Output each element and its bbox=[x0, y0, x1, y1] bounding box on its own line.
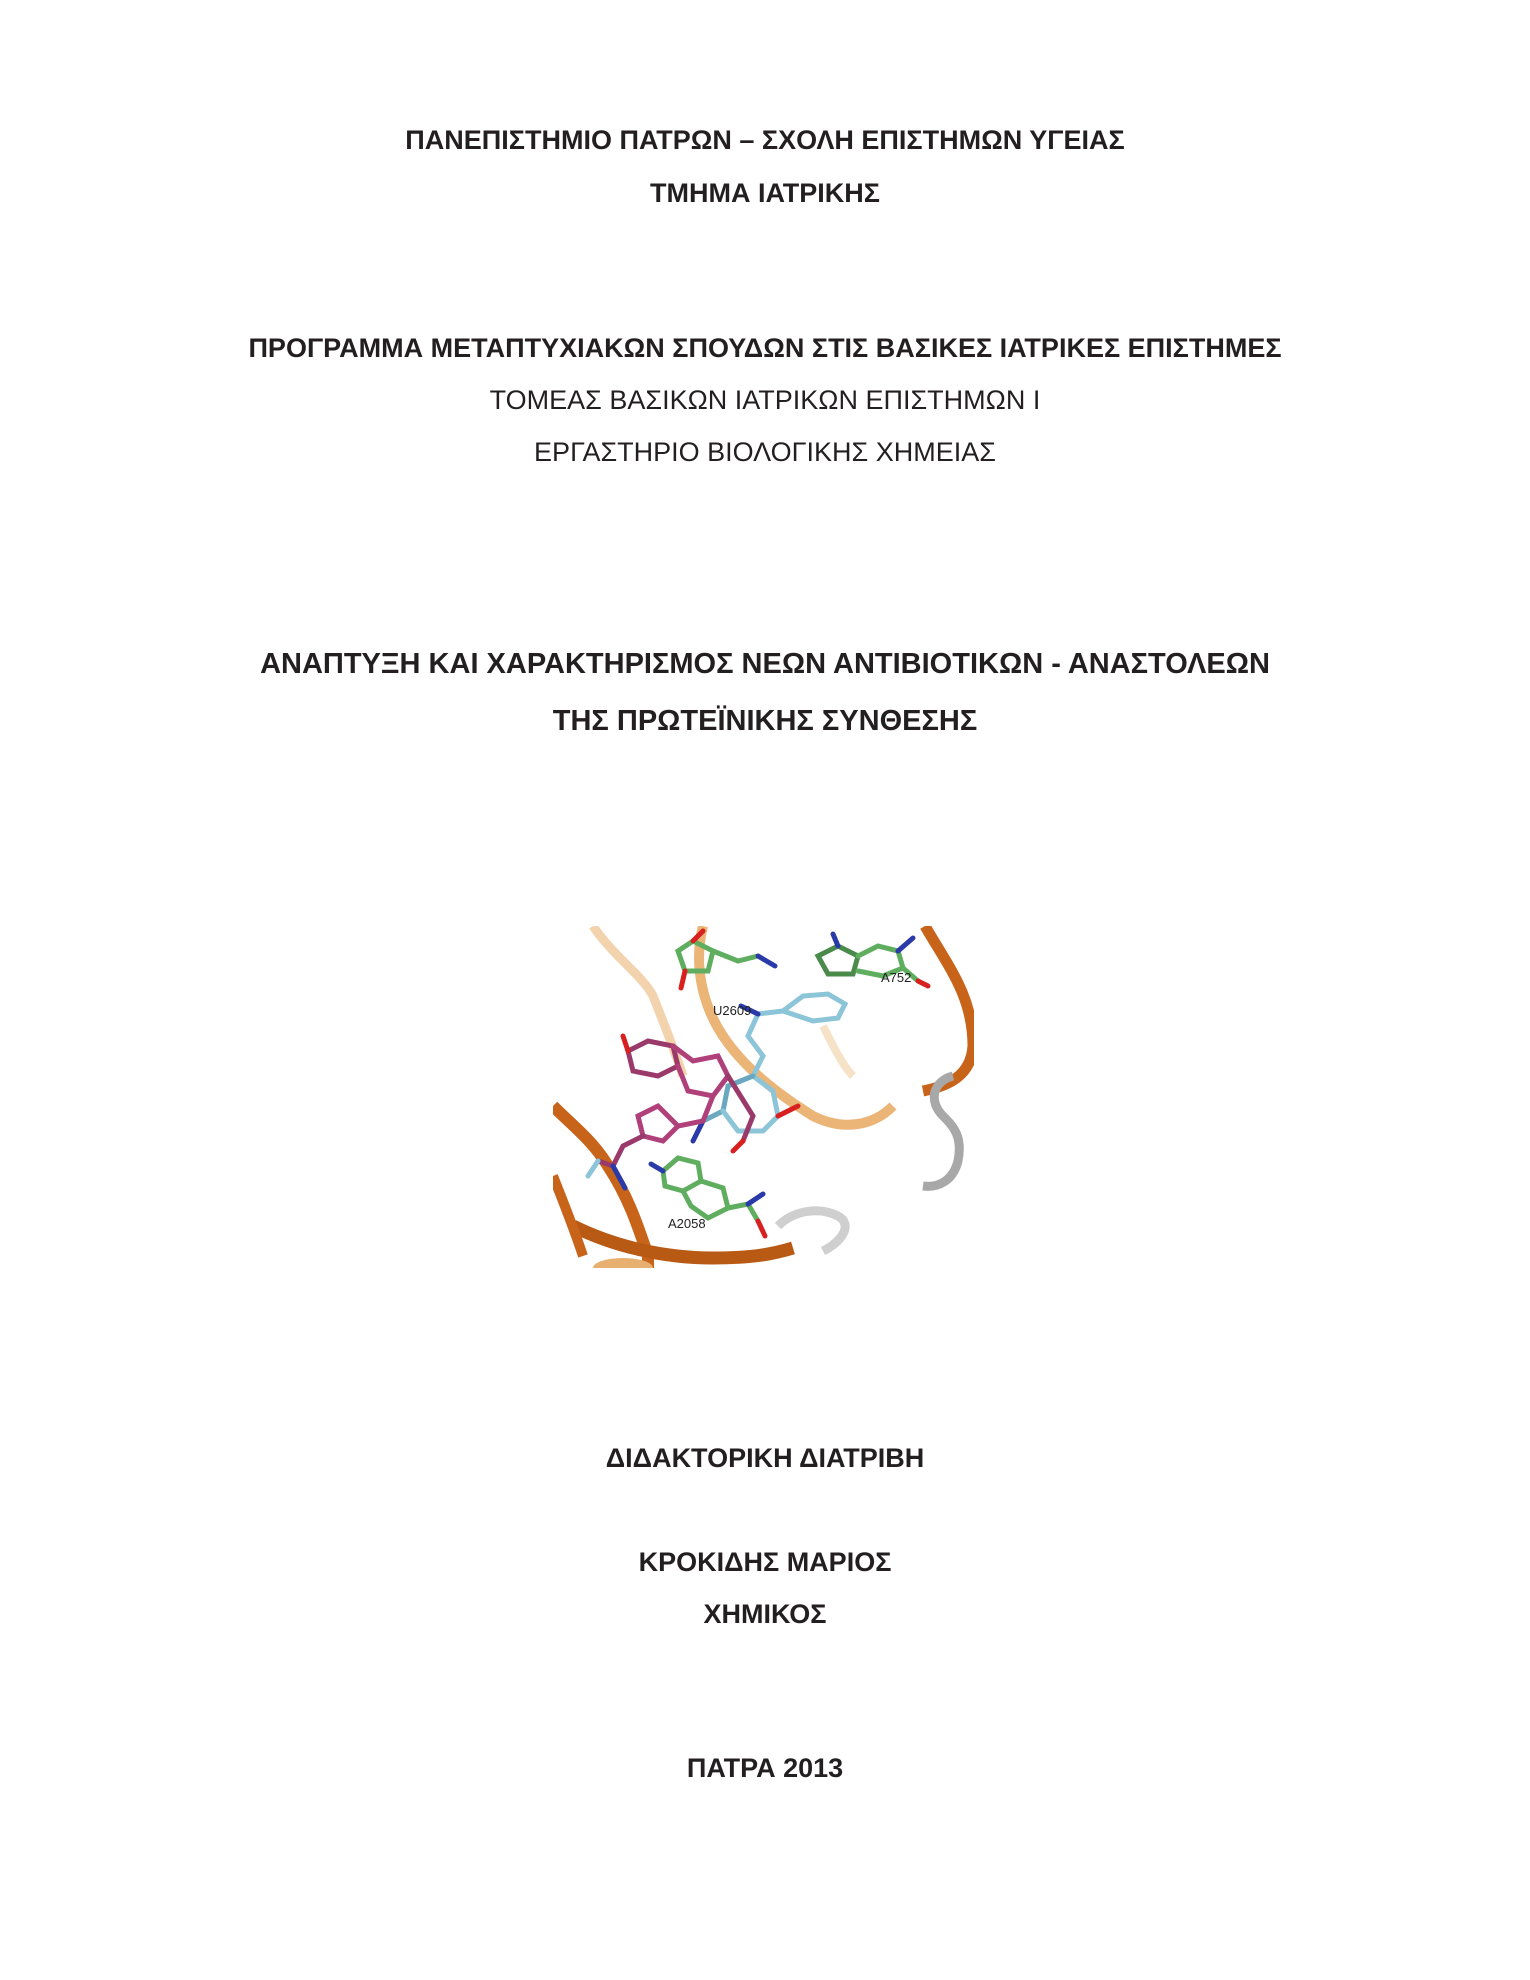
molecular-model-image bbox=[553, 926, 974, 1268]
nucleotide-u2609 bbox=[678, 931, 775, 988]
author-name: ΚΡΟΚΙΔΗΣ ΜΑΡΙΟΣ bbox=[638, 1547, 892, 1577]
sector-line: ΤΟΜΕΑΣ ΒΑΣΙΚΩΝ ΙΑΤΡΙΚΩΝ ΕΠΙΣΤΗΜΩΝ Ι bbox=[489, 385, 1041, 415]
label-u2609: U2609 bbox=[713, 1003, 752, 1018]
rna-ribbon-right bbox=[923, 926, 973, 1091]
rna-strand-light-3 bbox=[823, 1026, 853, 1076]
label-a752: A752 bbox=[881, 970, 912, 985]
rna-ribbon-bottom-left bbox=[553, 1176, 583, 1256]
department-line: ΤΜΗΜΑ ΙΑΤΡΙΚΗΣ bbox=[650, 178, 880, 208]
program-line: ΠΡΟΓΡΑΜΜΑ ΜΕΤΑΠΤΥΧΙΑΚΩΝ ΣΠΟΥΔΩΝ ΣΤΙΣ ΒΑΣΙΚΕΣ ΙΑΤΡΙΚΕΣ ΕΠΙΣΤΗΜΕΣ bbox=[248, 333, 1282, 363]
thesis-type: ΔΙΔΑΚΤΟΡΙΚΗ ΔΙΑΤΡΙΒΗ bbox=[605, 1443, 925, 1473]
thesis-title-line-1: ΑΝΑΠΤΥΞΗ ΚΑΙ ΧΑΡΑΚΤΗΡΙΣΜΟΣ ΝΕΩΝ ΑΝΤΙΒΙΟΤΙΚΩΝ - ΑΝΑΣΤΟΛΕΩΝ bbox=[260, 648, 1270, 680]
label-a2058: A2058 bbox=[668, 1216, 706, 1231]
university-line: ΠΑΝΕΠΙΣΤΗΜΙΟ ΠΑΤΡΩΝ – ΣΧΟΛΗ ΕΠΙΣΤΗΜΩΝ ΥΓΕΙΑΣ bbox=[405, 125, 1125, 155]
nucleotide-a752 bbox=[818, 934, 928, 986]
author-profession: ΧΗΜΙΚΟΣ bbox=[703, 1599, 827, 1629]
ribosome-structure-figure bbox=[553, 926, 974, 1268]
lab-line: ΕΡΓΑΣΤΗΡΙΟ ΒΙΟΛΟΓΙΚΗΣ ΧΗΜΕΙΑΣ bbox=[534, 437, 996, 467]
place-year: ΠΑΤΡΑ 2013 bbox=[686, 1753, 844, 1783]
rna-strand-light-1 bbox=[593, 926, 683, 1076]
thesis-title-line-2: ΤΗΣ ΠΡΩΤΕΪΝΙΚΗΣ ΣΥΝΘΕΣΗΣ bbox=[552, 705, 978, 737]
